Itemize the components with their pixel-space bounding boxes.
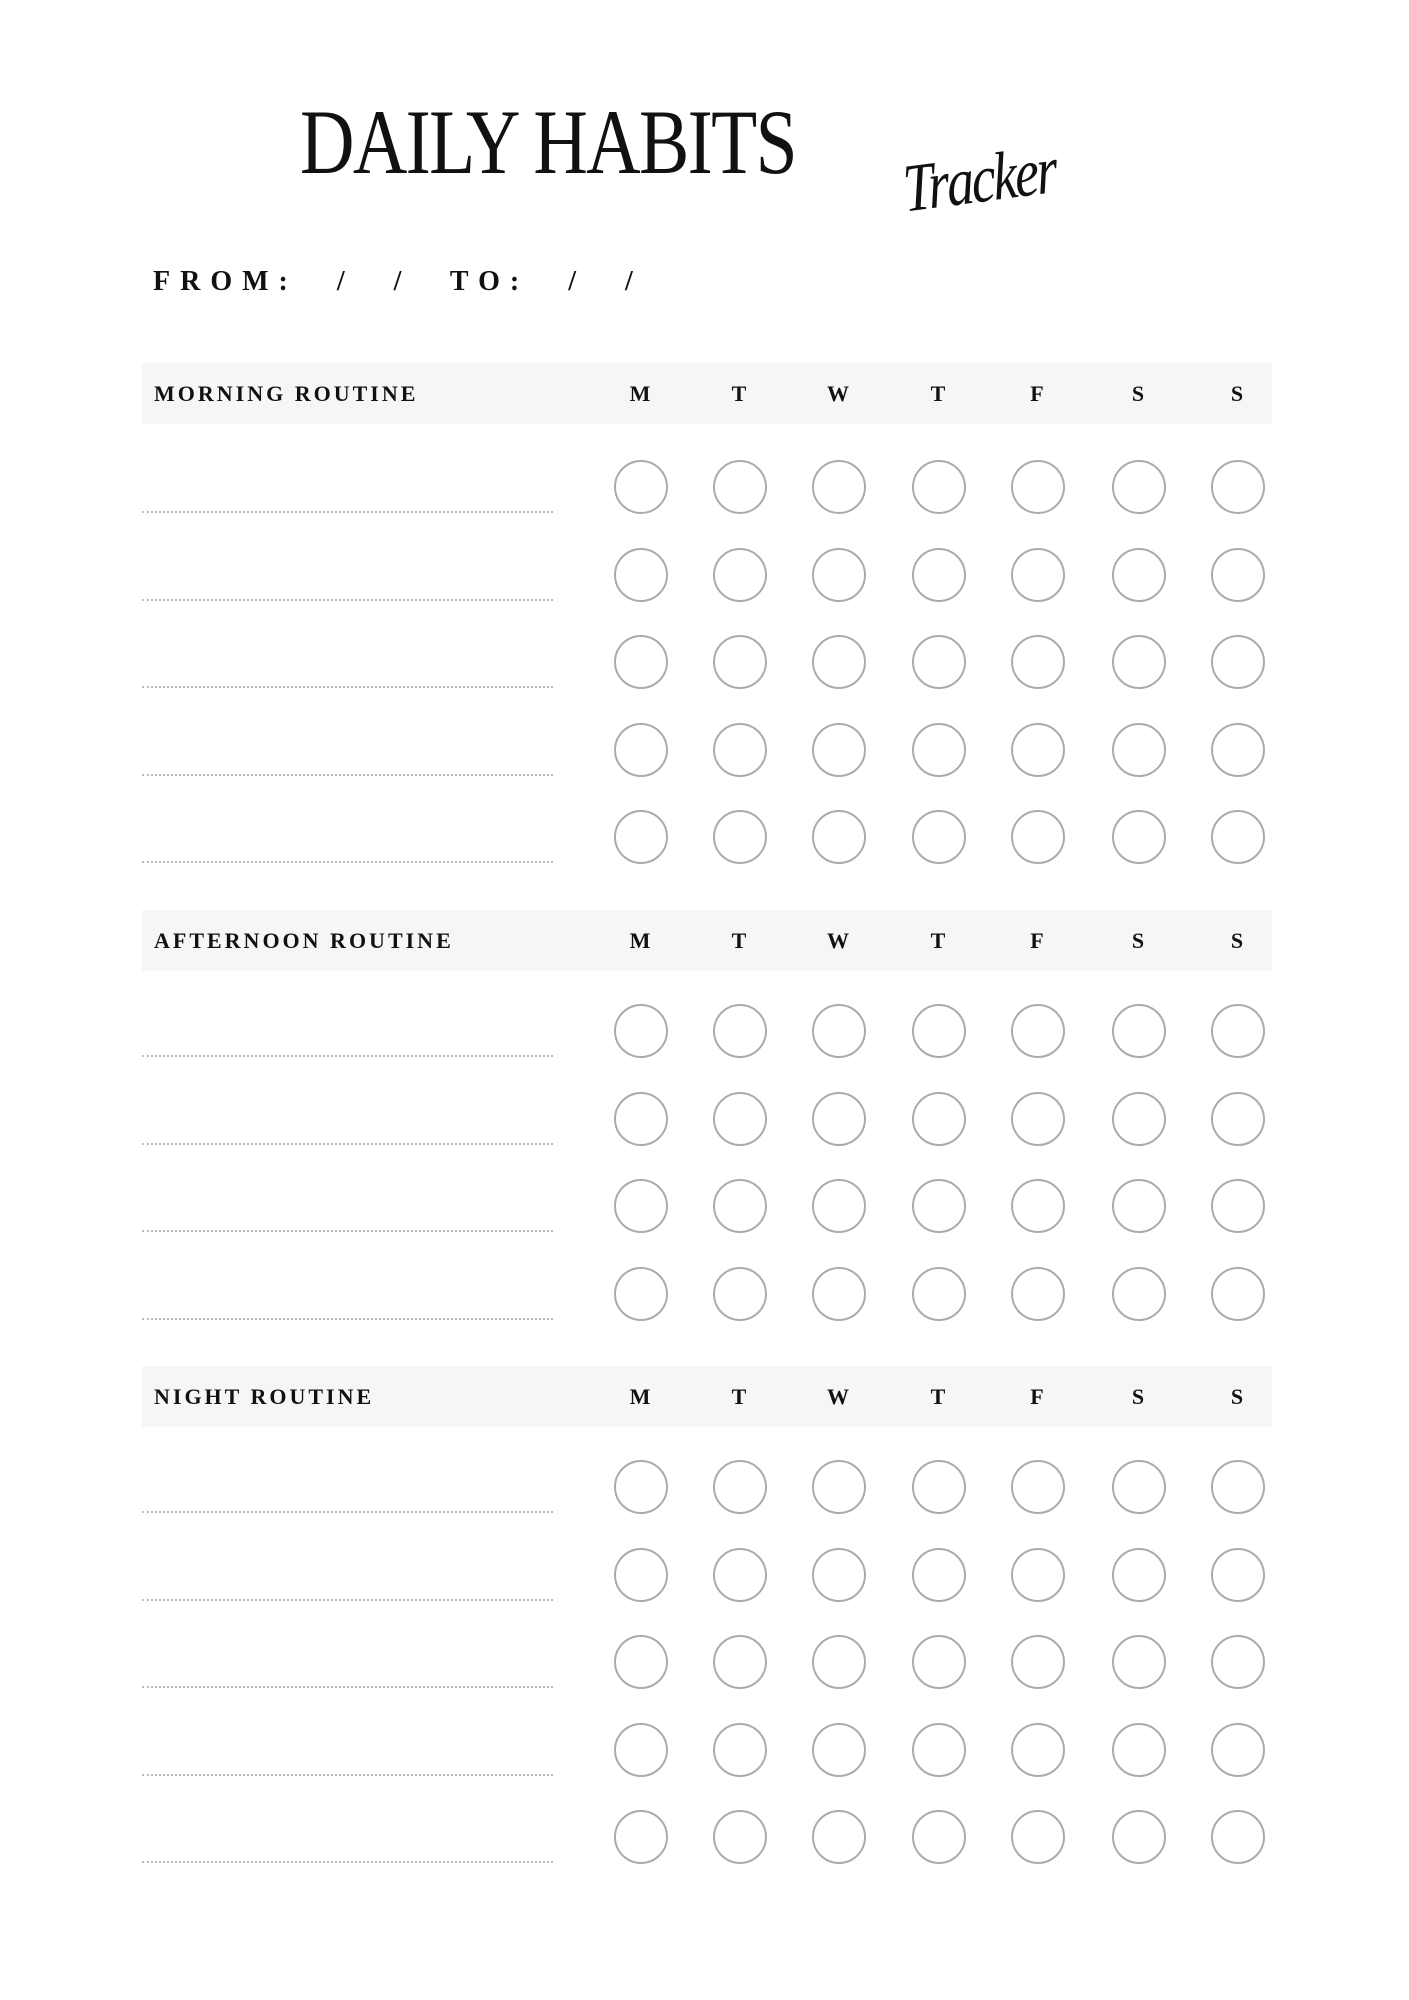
habit-name-line[interactable] (142, 1599, 553, 1601)
day-label: F (1030, 1384, 1044, 1409)
habit-checkbox-circle[interactable] (812, 723, 866, 777)
habit-checkbox-circle[interactable] (812, 1723, 866, 1777)
habit-checkbox-circle[interactable] (812, 1179, 866, 1233)
habit-checkbox-circle[interactable] (614, 1004, 668, 1058)
habit-name-line[interactable] (142, 511, 553, 513)
habit-name-line[interactable] (142, 1511, 553, 1513)
habit-checkbox-circle[interactable] (1211, 1179, 1265, 1233)
habit-checkbox-circle[interactable] (614, 1179, 668, 1233)
day-label: T (731, 928, 747, 953)
date-range (153, 266, 665, 298)
habit-checkbox-circle[interactable] (812, 1267, 866, 1321)
habit-checkbox-circle[interactable] (812, 1460, 866, 1514)
habit-checkbox-circle[interactable] (1011, 1723, 1065, 1777)
day-label: T (731, 1384, 747, 1409)
habit-checkbox-circle[interactable] (912, 548, 966, 602)
day-label: W (827, 381, 849, 406)
habit-checkbox-circle[interactable] (1011, 1092, 1065, 1146)
habit-checkbox-circle[interactable] (912, 1004, 966, 1058)
habit-checkbox-circle[interactable] (1112, 1548, 1166, 1602)
habit-checkbox-circle[interactable] (1211, 1004, 1265, 1058)
habit-checkbox-circle[interactable] (1011, 1548, 1065, 1602)
day-label: T (930, 928, 946, 953)
habit-checkbox-circle[interactable] (912, 1179, 966, 1233)
habit-checkbox-circle[interactable] (1112, 810, 1166, 864)
habit-checkbox-circle[interactable] (713, 810, 767, 864)
day-label: M (629, 928, 651, 953)
habit-checkbox-circle[interactable] (1211, 1810, 1265, 1864)
habit-checkbox-circle[interactable] (1011, 723, 1065, 777)
habit-name-line[interactable] (142, 686, 553, 688)
day-label: S (1131, 1384, 1145, 1409)
habit-checkbox-circle[interactable] (1011, 1635, 1065, 1689)
habit-checkbox-circle[interactable] (1112, 1460, 1166, 1514)
day-label: W (827, 1384, 849, 1409)
habit-checkbox-circle[interactable] (1011, 810, 1065, 864)
habit-checkbox-circle[interactable] (1112, 548, 1166, 602)
habit-checkbox-circle[interactable] (1211, 1267, 1265, 1321)
habit-checkbox-circle[interactable] (713, 1548, 767, 1602)
habit-checkbox-circle[interactable] (812, 635, 866, 689)
habit-checkbox-circle[interactable] (1112, 1723, 1166, 1777)
section-header (142, 363, 1272, 424)
habit-checkbox-circle[interactable] (912, 1723, 966, 1777)
habit-name-line[interactable] (142, 1230, 553, 1232)
habit-checkbox-circle[interactable] (1011, 548, 1065, 602)
page-title: DAILY HABITS (300, 91, 796, 193)
day-label: S (1230, 1384, 1244, 1409)
habit-checkbox-circle[interactable] (812, 1092, 866, 1146)
habit-checkbox-circle[interactable] (912, 1460, 966, 1514)
habit-checkbox-circle[interactable] (1112, 635, 1166, 689)
day-label: T (731, 381, 747, 406)
habit-checkbox-circle[interactable] (912, 635, 966, 689)
habit-checkbox-circle[interactable] (1112, 1092, 1166, 1146)
habit-checkbox-circle[interactable] (614, 1810, 668, 1864)
habit-checkbox-circle[interactable] (614, 810, 668, 864)
day-label: T (930, 1384, 946, 1409)
habit-checkbox-circle[interactable] (1211, 1548, 1265, 1602)
habit-checkbox-circle[interactable] (812, 1810, 866, 1864)
habit-checkbox-circle[interactable] (1112, 1179, 1166, 1233)
habit-checkbox-circle[interactable] (614, 1635, 668, 1689)
habit-name-line[interactable] (142, 1318, 553, 1320)
habit-checkbox-circle[interactable] (1011, 460, 1065, 514)
to-date-slash[interactable]: / (568, 266, 586, 297)
from-date-slash[interactable]: / (393, 266, 412, 297)
to-label: TO: (449, 266, 530, 297)
habit-checkbox-circle[interactable] (812, 1548, 866, 1602)
habit-checkbox-circle[interactable] (1211, 548, 1265, 602)
habit-checkbox-circle[interactable] (812, 810, 866, 864)
to-date-slash[interactable]: / (624, 266, 643, 297)
day-label: M (629, 1384, 651, 1409)
habit-checkbox-circle[interactable] (912, 1092, 966, 1146)
habit-checkbox-circle[interactable] (1011, 1004, 1065, 1058)
habit-name-line[interactable] (142, 1143, 553, 1145)
habit-checkbox-circle[interactable] (713, 460, 767, 514)
habit-checkbox-circle[interactable] (812, 460, 866, 514)
habit-checkbox-circle[interactable] (1011, 1460, 1065, 1514)
day-label: W (827, 928, 849, 953)
from-date-slash[interactable]: / (336, 266, 355, 297)
habit-checkbox-circle[interactable] (912, 723, 966, 777)
habit-checkbox-circle[interactable] (713, 1179, 767, 1233)
day-label: S (1131, 928, 1145, 953)
section-header (142, 910, 1272, 971)
habit-checkbox-circle[interactable] (912, 1548, 966, 1602)
habit-checkbox-circle[interactable] (713, 1635, 767, 1689)
habit-checkbox-circle[interactable] (713, 1460, 767, 1514)
habit-checkbox-circle[interactable] (1211, 1092, 1265, 1146)
habit-name-line[interactable] (142, 599, 553, 601)
habit-checkbox-circle[interactable] (912, 1635, 966, 1689)
habit-name-line[interactable] (142, 861, 553, 863)
habit-checkbox-circle[interactable] (614, 635, 668, 689)
day-label: S (1131, 381, 1145, 406)
habit-checkbox-circle[interactable] (812, 1635, 866, 1689)
day-label: M (629, 381, 651, 406)
habit-checkbox-circle[interactable] (1112, 1004, 1166, 1058)
habit-checkbox-circle[interactable] (713, 1004, 767, 1058)
day-label: S (1230, 928, 1244, 953)
habit-checkbox-circle[interactable] (812, 548, 866, 602)
habit-name-line[interactable] (142, 1055, 553, 1057)
habit-checkbox-circle[interactable] (1112, 1267, 1166, 1321)
habit-checkbox-circle[interactable] (912, 810, 966, 864)
habit-name-line[interactable] (142, 1774, 553, 1776)
habit-checkbox-circle[interactable] (1211, 1635, 1265, 1689)
habit-checkbox-circle[interactable] (812, 1004, 866, 1058)
habit-name-line[interactable] (142, 1861, 553, 1863)
habit-checkbox-circle[interactable] (614, 723, 668, 777)
day-label: F (1030, 928, 1044, 953)
habit-checkbox-circle[interactable] (1112, 723, 1166, 777)
habit-checkbox-circle[interactable] (713, 1723, 767, 1777)
habit-checkbox-circle[interactable] (1011, 1179, 1065, 1233)
habit-checkbox-circle[interactable] (713, 1267, 767, 1321)
habit-checkbox-circle[interactable] (713, 1092, 767, 1146)
habit-checkbox-circle[interactable] (912, 460, 966, 514)
habit-checkbox-circle[interactable] (614, 1723, 668, 1777)
section-label: AFTERNOON ROUTINE (154, 928, 454, 953)
habit-checkbox-circle[interactable] (614, 548, 668, 602)
day-label: F (1030, 381, 1044, 406)
section-label: MORNING ROUTINE (154, 381, 419, 406)
habit-checkbox-circle[interactable] (614, 1092, 668, 1146)
section-label: NIGHT ROUTINE (154, 1384, 375, 1409)
day-label: T (930, 381, 946, 406)
habit-checkbox-circle[interactable] (713, 723, 767, 777)
habit-name-line[interactable] (142, 774, 553, 776)
page-subtitle: Tracker (900, 131, 1059, 227)
habit-checkbox-circle[interactable] (713, 635, 767, 689)
habit-checkbox-circle[interactable] (1011, 1267, 1065, 1321)
habit-checkbox-circle[interactable] (1211, 460, 1265, 514)
habit-checkbox-circle[interactable] (614, 1267, 668, 1321)
habit-checkbox-circle[interactable] (713, 1810, 767, 1864)
habit-checkbox-circle[interactable] (713, 548, 767, 602)
day-label: S (1230, 381, 1244, 406)
from-label: FROM: (153, 266, 298, 297)
habit-checkbox-circle[interactable] (614, 1460, 668, 1514)
habit-checkbox-circle[interactable] (1011, 635, 1065, 689)
section-header (142, 1366, 1272, 1427)
habit-checkbox-circle[interactable] (614, 460, 668, 514)
habit-name-line[interactable] (142, 1686, 553, 1688)
habit-checkbox-circle[interactable] (912, 1267, 966, 1321)
habit-checkbox-circle[interactable] (1211, 1723, 1265, 1777)
habit-checkbox-circle[interactable] (912, 1810, 966, 1864)
habit-checkbox-circle[interactable] (1011, 1810, 1065, 1864)
habit-checkbox-circle[interactable] (1211, 635, 1265, 689)
habit-checkbox-circle[interactable] (1112, 1810, 1166, 1864)
habit-checkbox-circle[interactable] (614, 1548, 668, 1602)
habit-checkbox-circle[interactable] (1211, 810, 1265, 864)
habit-checkbox-circle[interactable] (1112, 460, 1166, 514)
habit-checkbox-circle[interactable] (1211, 723, 1265, 777)
habit-checkbox-circle[interactable] (1112, 1635, 1166, 1689)
habit-checkbox-circle[interactable] (1211, 1460, 1265, 1514)
